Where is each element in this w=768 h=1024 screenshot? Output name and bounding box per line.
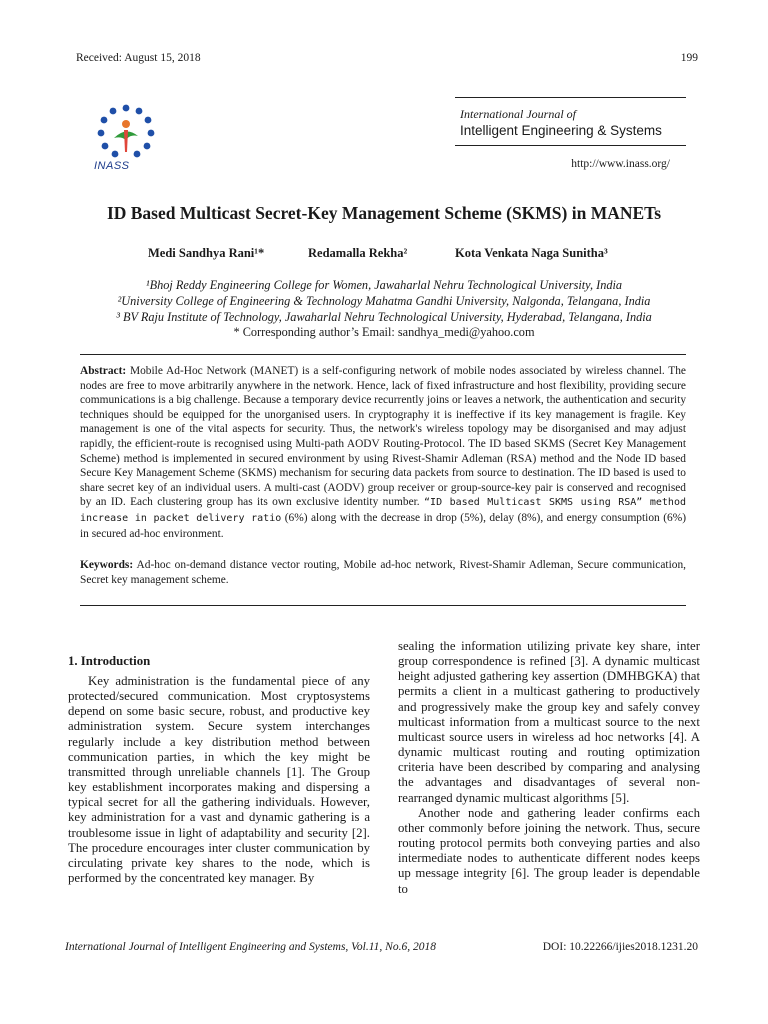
paper-title: ID Based Multicast Secret-Key Management Scheme (SKMS) in MANETs [106, 203, 662, 223]
logo-head-icon [122, 120, 130, 128]
affiliation-2: ²University College of Engineering & Technology Mahatma Gandhi University, Nalgonda, Telangana, India [117, 294, 651, 308]
abstract [80, 364, 686, 541]
journal-url[interactable]: http://www.inass.org/ [571, 158, 670, 170]
corresponding-email: * Corresponding author’s Email: sandhya_medi@yahoo.com [233, 325, 535, 339]
abstract-text-2: (6%) along with the decrease in drop (5%), delay (8%), and energy consumption (6%) in secured ad-hoc environment. [80, 511, 686, 540]
intro-paragraph-2: Another node and gathering leader confirms each other commonly before joining the network. Thus, secure routing protocol permits both conveying parties and also intermediate nodes to authenticate different nodes keeps up message integrity [6]. The group leader is dependable to [398, 805, 700, 896]
logo-text: INASS [94, 160, 130, 172]
journal-top-rule [455, 97, 686, 98]
intro-paragraph-1: Key administration is the fundamental piece of any protected/secured communication. Most cryptosystems depend on some basic secure, robust, and productive key administration system. Secure system interchanges regularly include a key distribution method between communication parties, in which the key might be transmitted through unreliable channels [1]. The Group key establishment incorporates making and dispersing a typical secret for all the gathering individuals. However, key administration for a vast and dynamic gathering is a troublesome issue in light of adaptability and security [2]. The procedure encourages inter cluster communication by circulating private key shares to the node, which is performed by the concentrated key manager. By [68, 674, 370, 886]
received-date: Received: August 15, 2018 [76, 52, 201, 64]
abstract-text-mono: “ID based Multicast SKMS using RSA” method increase in packet delivery ratio [80, 497, 686, 524]
right-column [398, 639, 700, 897]
footer-doi: DOI: 10.22266/ijies2018.1231.20 [542, 941, 698, 953]
journal-bottom-rule [455, 145, 686, 146]
abstract-top-rule [80, 354, 686, 355]
section-heading-introduction: 1. Introduction [68, 654, 151, 668]
abstract-text-1: Mobile Ad-Hoc Network (MANET) is a self-configuring network of mobile nodes associated by wireless channel. The nodes are free to move arbitrarily anywhere in the network. Hence, lack of fixed infrastructure and host flexibility, providing secure communications is a big challenge. Because a temporary device recurrently joins or leaves a network, the authentication and security techniques should be equipped for the unorganised users. In cryptography it is ineffective if its key management is fragile. Key management is one of the vital aspects for security. Thus, the network's wireless topology may be disorganised and may adjust rapidly, the efficient-route is recognised using Multi-path AODV Routing-Protocol. The ID based SKMS (Secret Key Management Scheme) method is implemented in secured environment by using Rivest-Shamir Adleman (RSA) method and the Node ID based Secure Key Management Scheme (SKMS) mechanism for securing data packets from source to destination. The ID based is used to share secret key of an individual users. A multi-cast (AODV) group receiver or group-source-key pair is conserved and recognised by an ID. Each clustering group has its own exclusive identity number. [80, 365, 687, 509]
abstract-label: Abstract: [80, 365, 127, 377]
page-number: 199 [680, 52, 698, 64]
journal-name-line2: Intelligent Engineering & Systems [460, 123, 662, 138]
affiliation-3: ³ BV Raju Institute of Technology, Jawaharlal Nehru Technological University, Hyderabad, Telangana, India [116, 310, 652, 324]
footer-journal: International Journal of Intelligent Engineering and Systems, Vol.11, No.6, 2018 [65, 941, 436, 953]
keywords [80, 558, 686, 587]
affiliation-1: ¹Bhoj Reddy Engineering College for Women, Jawaharlal Nehru Technological University, India [145, 278, 623, 292]
journal-name-line1: International Journal of [460, 107, 576, 121]
keywords-text: Ad-hoc on-demand distance vector routing, Mobile ad-hoc network, Rivest-Shamir Adleman, Secure communication, Secret key management scheme. [80, 559, 686, 586]
intro-paragraph-continued: sealing the information utilizing private key share, inter group correspondence is refined [3]. A dynamic multicast height adjusted gathering key assertion (DMHBGKA) that permits a client in a multicast gathering to productively and progressively make the group key and safely convey multicast information from a multicast source to the next multicast source users in wireless ad hoc networks [4]. A dynamic multicast routing and routing optimization criteria have been described by comparing and analysing the advantages and disadvantages of several non-rearranged dynamic multicast algorithms [5]. [398, 639, 700, 805]
author-1: Medi Sandhya Rani¹* [148, 246, 265, 260]
abstract-bottom-rule [80, 605, 686, 606]
logo-stem-icon [124, 130, 128, 152]
author-2: Redamalla Rekha² [308, 246, 408, 260]
left-column [68, 674, 370, 886]
author-3: Kota Venkata Naga Sunitha³ [455, 246, 608, 260]
keywords-label: Keywords: [80, 559, 134, 571]
